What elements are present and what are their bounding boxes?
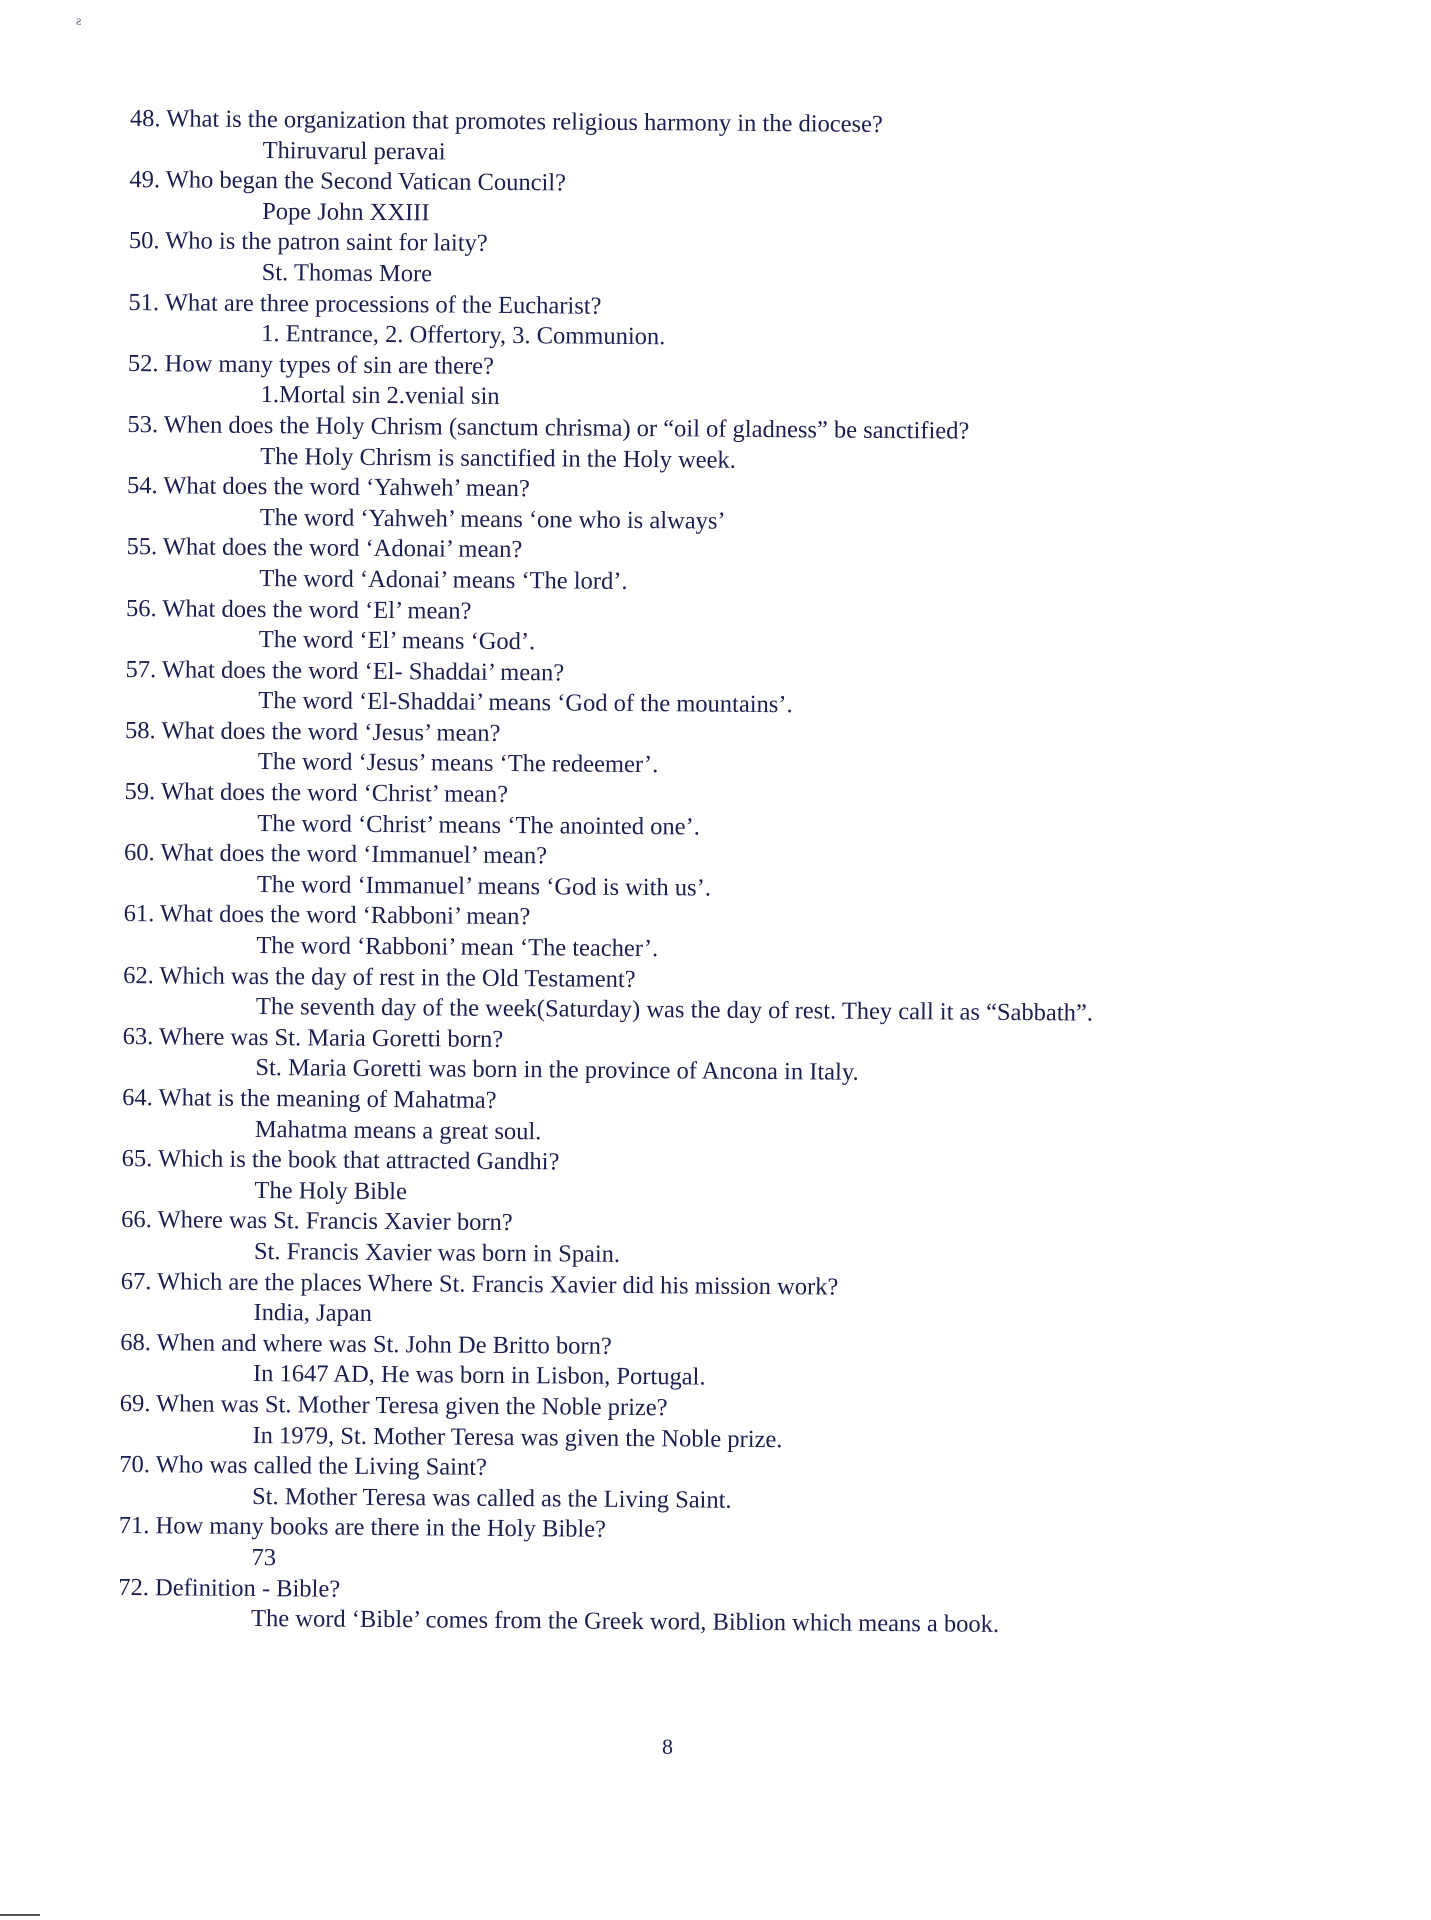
- question-text: Where was St. Maria Goretti born?: [158, 1023, 504, 1053]
- question-text: What is the meaning of Mahatma?: [158, 1084, 497, 1114]
- qa-item: [126, 593, 1306, 663]
- question-text: What does the word ‘Christ’ mean?: [160, 778, 509, 809]
- answer: St. Maria Goretti was born in the province of Ancona in Italy.: [255, 1054, 859, 1087]
- question-number: 71.: [118, 1512, 150, 1540]
- question-number: 63.: [122, 1022, 154, 1051]
- question-text: Which are the places Where St. Francis Xavier did his mission work?: [156, 1267, 839, 1301]
- question-text: When was St. Mother Teresa given the Noble prize?: [155, 1390, 668, 1422]
- question-text: Which is the book that attracted Gandhi?: [157, 1145, 560, 1176]
- question-number: 69.: [119, 1389, 151, 1418]
- question-text: Who began the Second Vatican Council?: [165, 166, 567, 197]
- question-number: 50.: [128, 227, 160, 255]
- qa-item: [124, 777, 1304, 847]
- question-number: 52.: [127, 349, 159, 377]
- answer: The word ‘Rabboni’ mean ‘The teacher’.: [256, 932, 659, 963]
- question-number: 49.: [129, 166, 161, 194]
- question-number: 70.: [119, 1451, 151, 1479]
- question-number: 64.: [122, 1083, 153, 1112]
- answer: 1.Mortal sin 2.venial sin: [260, 381, 500, 411]
- question-text: What does the word ‘El- Shaddai’ mean?: [161, 655, 565, 687]
- question-text: What is the organization that promotes religious harmony in the diocese?: [166, 105, 883, 138]
- question-number: 53.: [127, 410, 159, 439]
- qa-item: [118, 1511, 1298, 1581]
- question-number: 60.: [124, 839, 155, 867]
- question-text: When and where was St. John De Britto born?: [156, 1328, 612, 1360]
- answer: The word ‘Bible’ comes from the Greek word, Biblion which means a book.: [251, 1605, 1000, 1638]
- question-text: When does the Holy Chrism (sanctum chrisma) or “oil of gladness” be sanctified?: [163, 411, 970, 445]
- qa-item: [130, 104, 1310, 174]
- qa-item: [124, 838, 1304, 908]
- answer: Mahatma means a great soul.: [254, 1115, 542, 1145]
- answer: 73: [251, 1543, 277, 1572]
- qa-list: [118, 104, 1310, 1643]
- qa-item: [119, 1389, 1299, 1459]
- qa-item: [126, 532, 1306, 602]
- question-number: 58.: [124, 716, 156, 745]
- answer: The word ‘Immanuel’ means ‘God is with us’.: [256, 870, 712, 902]
- question-text: Where was St. Francis Xavier born?: [157, 1206, 513, 1237]
- qa-item: [125, 655, 1305, 725]
- answer: St. Francis Xavier was born in Spain.: [253, 1237, 621, 1268]
- question-text: What does the word ‘Jesus’ mean?: [161, 717, 501, 747]
- question-text: What does the word ‘Rabboni’ mean?: [159, 900, 531, 931]
- answer: The word ‘El-Shaddai’ means ‘God of the mountains’.: [258, 687, 793, 719]
- question-number: 51.: [128, 288, 160, 316]
- answer: The word ‘Yahweh’ means ‘one who is always’: [259, 503, 726, 535]
- question-text: What does the word ‘Immanuel’ mean?: [160, 839, 548, 870]
- scan-edge-line: [0, 1914, 40, 1916]
- qa-item: [122, 1083, 1302, 1153]
- question-number: 57.: [125, 655, 157, 683]
- qa-item: [129, 165, 1309, 235]
- qa-item: [120, 1328, 1300, 1398]
- qa-item: [120, 1267, 1300, 1337]
- answer: In 1979, St. Mother Teresa was given the Noble prize.: [252, 1421, 783, 1453]
- qa-item: [123, 961, 1303, 1031]
- question-number: 61.: [123, 900, 155, 928]
- question-number: 67.: [120, 1267, 152, 1295]
- answer: The word ‘Christ’ means ‘The anointed one’.: [257, 809, 700, 841]
- question-number: 55.: [126, 533, 158, 561]
- qa-item: [121, 1144, 1301, 1214]
- answer: Thiruvarul peravai: [262, 136, 446, 166]
- question-text: Who was called the Living Saint?: [155, 1451, 488, 1481]
- question-text: What does the word ‘Yahweh’ mean?: [163, 472, 530, 503]
- answer: Pope John XXIII: [262, 197, 430, 227]
- answer: In 1647 AD, He was born in Lisbon, Portugal.: [252, 1360, 706, 1391]
- question-number: 62.: [123, 961, 154, 989]
- answer: India, Japan: [253, 1299, 372, 1328]
- question-text: What are three processions of the Eucharist?: [164, 288, 602, 320]
- qa-item: [122, 1022, 1302, 1092]
- answer: The Holy Bible: [254, 1176, 407, 1205]
- answer: 1. Entrance, 2. Offertory, 3. Communion.: [261, 320, 666, 351]
- qa-item: [123, 899, 1303, 969]
- question-number: 72.: [118, 1573, 150, 1601]
- question-text: Who is the patron saint for laity?: [165, 227, 488, 258]
- question-text: Which was the day of rest in the Old Testament?: [159, 961, 636, 993]
- qa-item: [119, 1450, 1299, 1520]
- qa-item: [127, 410, 1307, 480]
- qa-item: [129, 226, 1309, 296]
- qa-item: [125, 716, 1305, 786]
- qa-item: [127, 471, 1307, 541]
- question-number: 68.: [120, 1328, 152, 1356]
- question-number: 54.: [126, 472, 158, 500]
- question-number: 56.: [125, 594, 157, 622]
- answer: The word ‘Adonai’ means ‘The lord’.: [259, 564, 628, 595]
- question-number: 48.: [129, 104, 161, 133]
- question-text: What does the word ‘El’ mean?: [162, 594, 472, 625]
- scan-mark: ƨ: [76, 14, 82, 29]
- question-text: What does the word ‘Adonai’ mean?: [162, 533, 523, 564]
- answer: The word ‘El’ means ‘God’.: [258, 626, 536, 656]
- question-number: 59.: [124, 778, 156, 806]
- answer: St. Mother Teresa was called as the Living Saint.: [251, 1482, 732, 1514]
- qa-item: [118, 1572, 1298, 1642]
- question-text: How many types of sin are there?: [164, 350, 495, 380]
- page-number: 8: [662, 1734, 673, 1759]
- question-text: How many books are there in the Holy Bible?: [155, 1512, 607, 1544]
- answer: The Holy Chrism is sanctified in the Holy week.: [260, 442, 736, 474]
- qa-item: [128, 288, 1308, 358]
- answer: St. Thomas More: [261, 259, 433, 288]
- answer: The word ‘Jesus’ means ‘The redeemer’.: [257, 748, 659, 779]
- question-text: Definition - Bible?: [154, 1573, 341, 1603]
- answer: The seventh day of the week(Saturday) was the day of rest. They call it as “Sabbath”.: [255, 993, 1094, 1027]
- qa-item: [121, 1205, 1301, 1275]
- qa-item: [128, 349, 1308, 419]
- question-number: 65.: [121, 1145, 153, 1173]
- question-number: 66.: [121, 1206, 152, 1234]
